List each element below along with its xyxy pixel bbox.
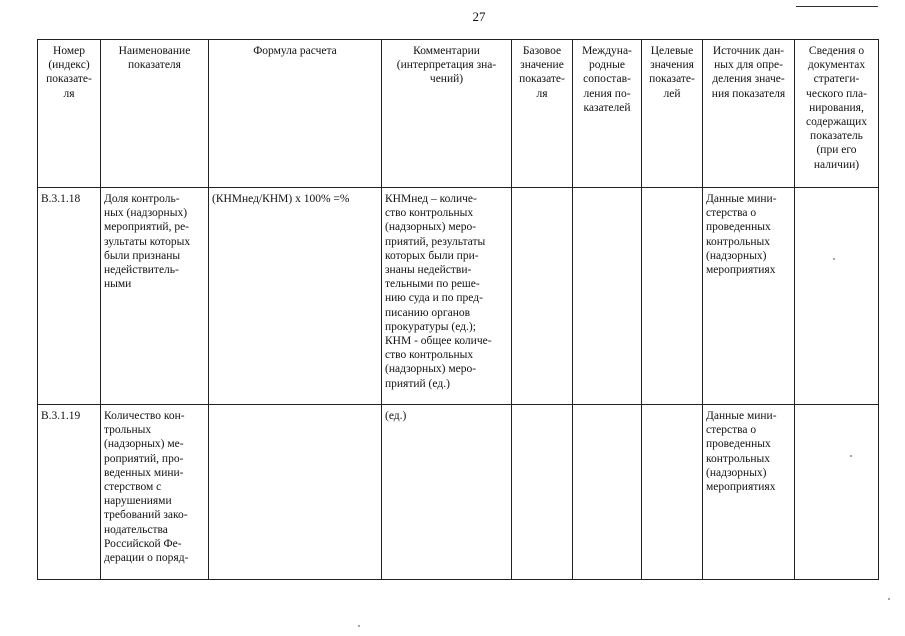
row-international xyxy=(573,188,642,405)
header-target-values: Целевые значения показате- лей xyxy=(642,40,703,188)
header-formula: Формула расчета xyxy=(209,40,382,188)
row-formula: (КНМнед/КНМ) x 100% =% xyxy=(209,188,382,405)
row-target-values xyxy=(642,405,703,580)
row-index: В.3.1.18 xyxy=(38,188,101,405)
indicators-table xyxy=(37,39,879,580)
row-comment: КНМнед – количе- ство контрольных (надзорных) меро- приятий, результаты которых были при- знаны недействи- тельными по реше- нию суда и по пред- писанию органов прокуратуры (ед.); КНМ - общее количе- ство контрольных (надзорных) меро- приятий (ед.) xyxy=(382,188,512,405)
header-name: Наименование показателя xyxy=(101,40,209,188)
row-formula xyxy=(209,405,382,580)
row-international xyxy=(573,405,642,580)
scan-speck xyxy=(358,625,360,627)
table-row xyxy=(38,188,879,405)
header-index: Номер (индекс) показате- ля xyxy=(38,40,101,188)
row-base-value xyxy=(512,188,573,405)
header-international: Междуна- родные сопостав- ления по- казателей xyxy=(573,40,642,188)
row-data-source: Данные мини- стерства о проведенных контрольных (надзорных) мероприятиях xyxy=(703,405,795,580)
header-comment: Комментарии (интерпретация зна- чений) xyxy=(382,40,512,188)
row-data-source: Данные мини- стерства о проведенных контрольных (надзорных) мероприятиях xyxy=(703,188,795,405)
row-target-values xyxy=(642,188,703,405)
scan-speck xyxy=(833,258,835,260)
page-number: 27 xyxy=(472,9,486,24)
scan-speck xyxy=(850,455,852,457)
row-base-value xyxy=(512,405,573,580)
row-strategic-docs xyxy=(795,188,879,405)
top-rule xyxy=(796,6,878,7)
row-name: Количество кон- трольных (надзорных) ме- роприятий, про- веденных мини- стерством с нарушениями требований зако- нодательства Российской Фе- дерации о поряд- xyxy=(101,405,209,580)
table-header-row xyxy=(38,40,879,188)
row-name: Доля контроль- ных (надзорных) мероприятий, ре- зультаты которых были признаны недействитель- ными xyxy=(101,188,209,405)
header-data-source: Источник дан- ных для опре- деления значе- ния показателя xyxy=(703,40,795,188)
row-strategic-docs xyxy=(795,405,879,580)
header-base-value: Базовое значение показате- ля xyxy=(512,40,573,188)
row-index: В.3.1.19 xyxy=(38,405,101,580)
header-strategic-docs: Сведения о документах стратеги- ческого пла- нирования, содержащих показатель (при его наличии) xyxy=(795,40,879,188)
row-comment: (ед.) xyxy=(382,405,512,580)
table-row xyxy=(38,405,879,580)
scan-speck xyxy=(888,598,890,600)
